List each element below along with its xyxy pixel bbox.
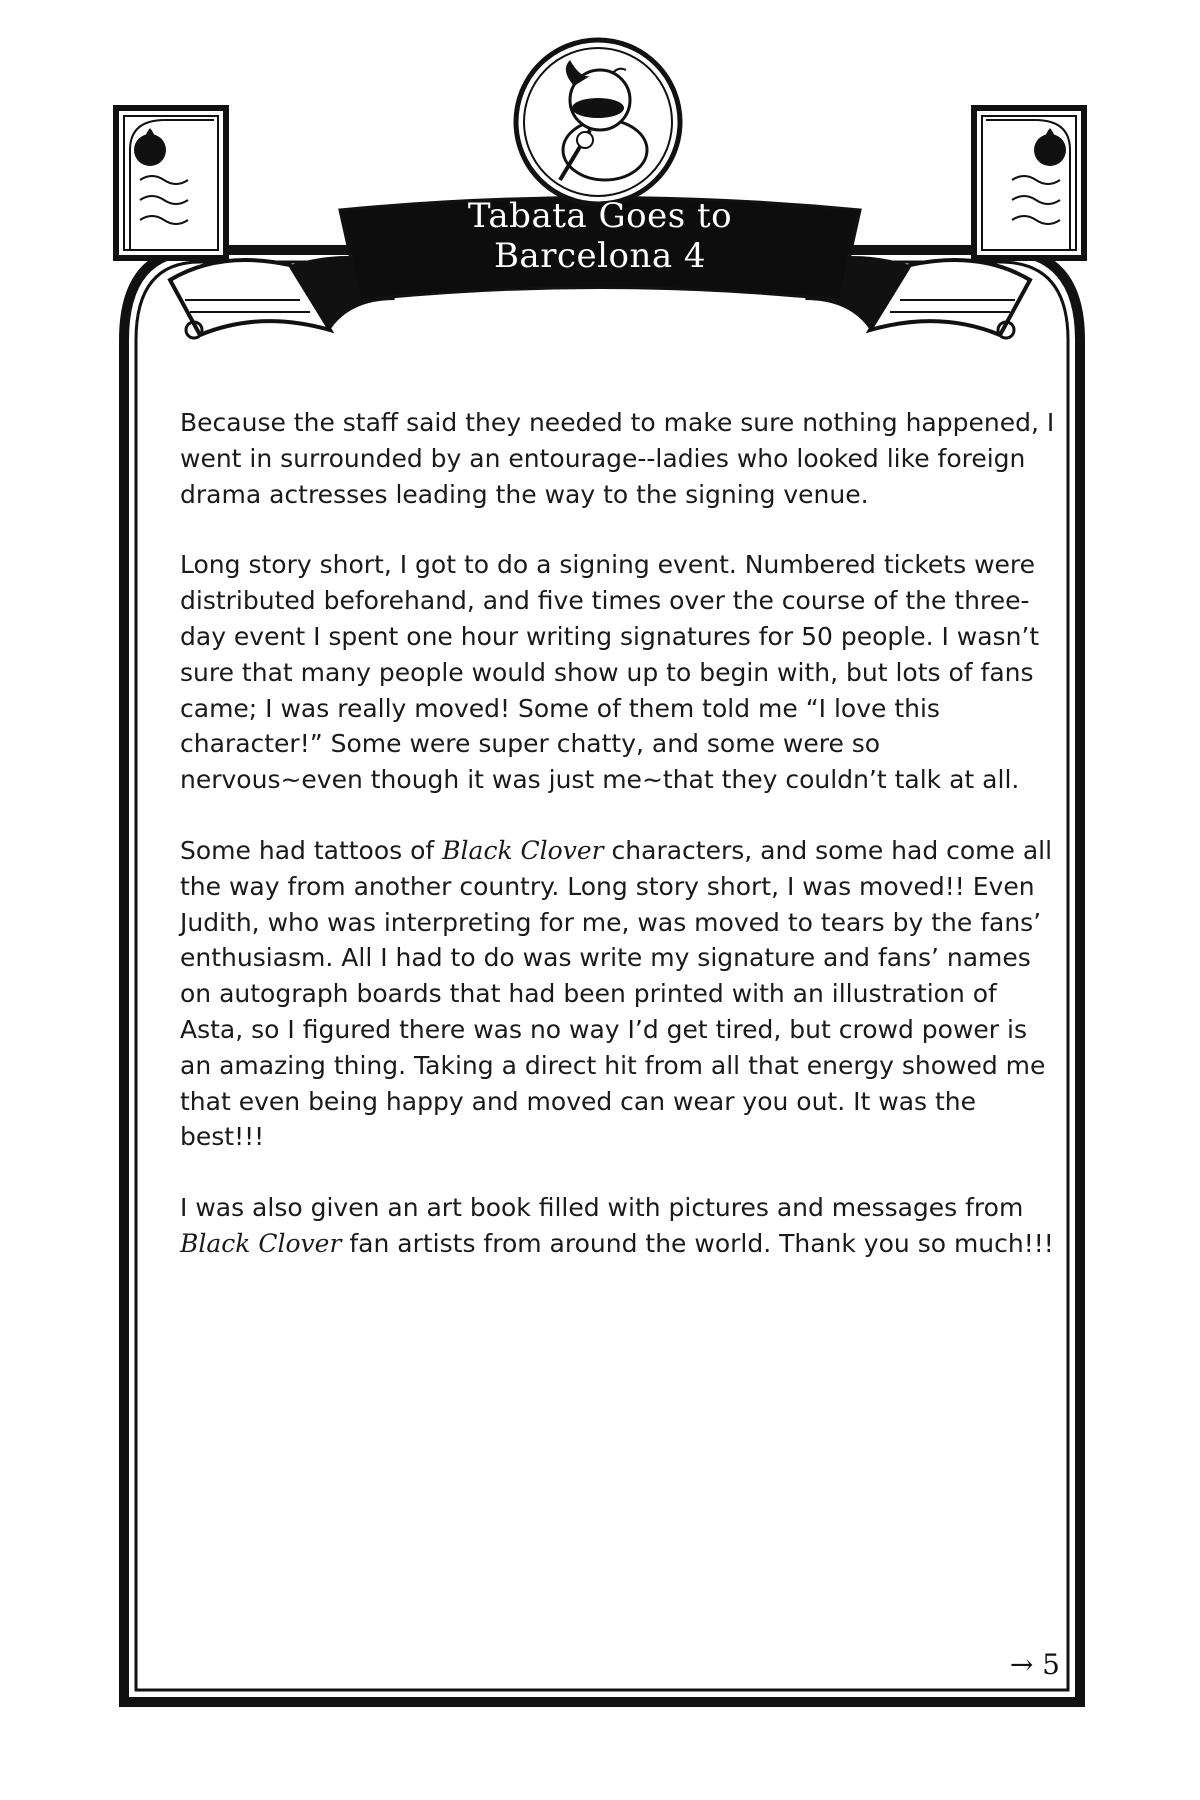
banner-title-line1: Tabata Goes to	[467, 196, 733, 236]
paragraph-4	[180, 1190, 1060, 1262]
duck-mascot-icon	[516, 40, 680, 204]
paragraph-text: Because the staff said they needed to make sure nothing happened, I went in surrounded by an entourage--ladies who looked like foreign drama actresses leading the way to the signing venue.	[180, 408, 1055, 509]
paragraph-1	[180, 405, 1060, 512]
paragraph-text: Long story short, I got to do a signing event. Numbered tickets were distributed beforehand, and five times over the course of the three-day event I spent one hour writing signatures for 50 people. I wasn’t sure that many people would show up to begin with, but lots of fans came; I was really moved! Some of them told me “I love this character!” Some were super chatty, and some were so nervous~even though it was just me~that they couldn’t talk at all.	[180, 550, 1040, 795]
paragraph-text: I was also given an art book filled with pictures and messages from	[180, 1193, 1024, 1223]
title-italic: Black Clover	[442, 835, 604, 865]
title-italic: Black Clover	[180, 1228, 342, 1258]
paragraph-text: fan artists from around the world. Thank you so much!!!	[341, 1228, 1054, 1258]
page-marker: → 5	[1009, 1648, 1060, 1681]
paragraph-2	[180, 547, 1060, 798]
corner-block-left	[116, 108, 226, 258]
banner-title-line2: Barcelona 4	[493, 236, 707, 276]
corner-block-right	[974, 108, 1084, 258]
article-body	[180, 405, 1060, 1297]
paragraph-3	[180, 833, 1060, 1155]
paragraph-text: Some had tattoos of	[180, 835, 443, 865]
paragraph-text: characters, and some had come all the way from another country. Long story short, I was moved!! Even Judith, who was interpreting for me, was moved to tears by the fans’ enthusiasm. All I had to do was write my signature and fans’ names on autograph boards that had been printed with an illustration of Asta, so I figured there was no way I’d get tired, but crowd power is an amazing thing. Taking a direct hit from all that energy showed me that even being happy and moved can wear you out. It was the best!!!	[180, 835, 1053, 1152]
banner-title	[440, 196, 760, 276]
